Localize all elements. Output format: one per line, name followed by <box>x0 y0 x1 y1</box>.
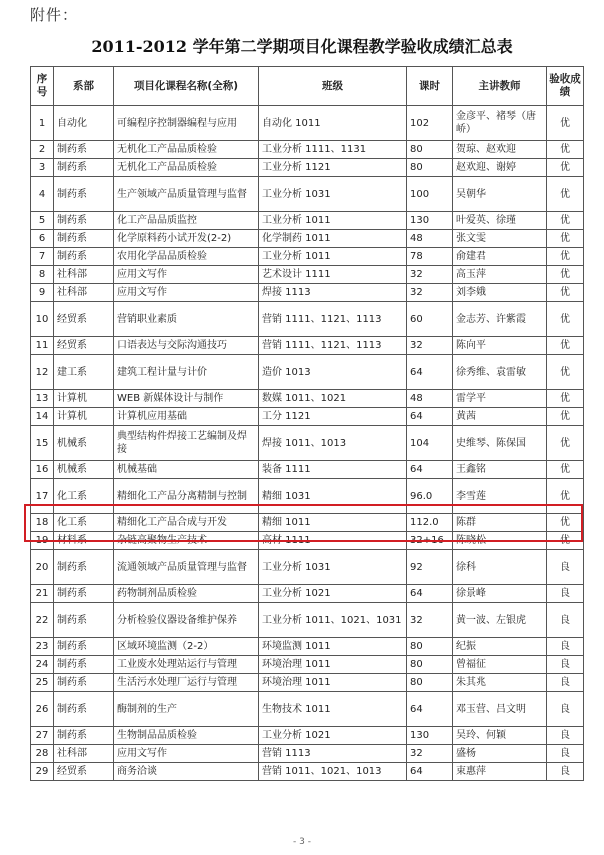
header-hours: 课时 <box>407 67 453 106</box>
header-seq: 序号 <box>31 67 54 106</box>
table-row <box>31 302 584 337</box>
header-dept: 系部 <box>54 67 114 106</box>
cell-class: 工业分析 1121 <box>259 159 407 177</box>
cell-grade: 良 <box>547 763 584 781</box>
cell-hours: 64 <box>407 461 453 479</box>
cell-seq: 19 <box>31 532 54 550</box>
cell-grade: 良 <box>547 550 584 585</box>
cell-teacher: 吴朝华 <box>453 177 547 212</box>
cell-seq: 16 <box>31 461 54 479</box>
table-row <box>31 656 584 674</box>
table-row <box>31 212 584 230</box>
cell-grade: 优 <box>547 390 584 408</box>
cell-class: 工分 1121 <box>259 408 407 426</box>
cell-course: 营销职业素质 <box>114 302 259 337</box>
cell-dept: 社科部 <box>54 266 114 284</box>
header-teacher: 主讲教师 <box>453 67 547 106</box>
cell-hours: 78 <box>407 248 453 266</box>
table-row <box>31 550 584 585</box>
cell-grade: 良 <box>547 727 584 745</box>
cell-course: 商务洽谈 <box>114 763 259 781</box>
cell-dept: 机械系 <box>54 461 114 479</box>
cell-grade: 良 <box>547 745 584 763</box>
cell-seq: 14 <box>31 408 54 426</box>
cell-seq: 28 <box>31 745 54 763</box>
table-header-row <box>31 67 584 106</box>
cell-course: 分析检验仪器设备维护保养 <box>114 603 259 638</box>
cell-grade: 优 <box>547 302 584 337</box>
cell-class: 工业分析 1111、1131 <box>259 141 407 159</box>
cell-grade: 优 <box>547 337 584 355</box>
cell-teacher: 李雪莲 <box>453 479 547 514</box>
cell-grade: 优 <box>547 141 584 159</box>
cell-teacher: 陈晓松 <box>453 532 547 550</box>
cell-course: 农用化学品品质检验 <box>114 248 259 266</box>
cell-dept: 社科部 <box>54 284 114 302</box>
table-row <box>31 426 584 461</box>
cell-dept: 经贸系 <box>54 302 114 337</box>
cell-hours: 64 <box>407 763 453 781</box>
cell-course: WEB 新媒体设计与制作 <box>114 390 259 408</box>
cell-seq: 1 <box>31 106 54 141</box>
cell-teacher: 叶爱英、徐瑾 <box>453 212 547 230</box>
cell-hours: 48 <box>407 390 453 408</box>
cell-seq: 10 <box>31 302 54 337</box>
table-row <box>31 337 584 355</box>
cell-hours: 130 <box>407 727 453 745</box>
header-class: 班级 <box>259 67 407 106</box>
cell-class: 工业分析 1031 <box>259 550 407 585</box>
cell-hours: 80 <box>407 674 453 692</box>
cell-grade: 优 <box>547 408 584 426</box>
cell-dept: 经贸系 <box>54 337 114 355</box>
cell-class: 焊接 1011、1013 <box>259 426 407 461</box>
cell-course: 酶制剂的生产 <box>114 692 259 727</box>
table-row <box>31 638 584 656</box>
cell-hours: 32 <box>407 337 453 355</box>
cell-class: 营销 1113 <box>259 745 407 763</box>
cell-teacher: 高玉萍 <box>453 266 547 284</box>
cell-hours: 80 <box>407 141 453 159</box>
cell-dept: 制药系 <box>54 692 114 727</box>
cell-grade: 优 <box>547 106 584 141</box>
cell-teacher: 吴玲、何颖 <box>453 727 547 745</box>
cell-seq: 5 <box>31 212 54 230</box>
cell-hours: 80 <box>407 656 453 674</box>
cell-teacher: 徐景峰 <box>453 585 547 603</box>
cell-dept: 经贸系 <box>54 763 114 781</box>
cell-course: 精细化工产品合成与开发 <box>114 514 259 532</box>
cell-dept: 化工系 <box>54 514 114 532</box>
cell-hours: 64 <box>407 692 453 727</box>
cell-teacher: 黄一波、左银虎 <box>453 603 547 638</box>
cell-grade: 优 <box>547 177 584 212</box>
cell-dept: 制药系 <box>54 212 114 230</box>
cell-dept: 制药系 <box>54 159 114 177</box>
cell-course: 药物制剂品质检验 <box>114 585 259 603</box>
cell-dept: 制药系 <box>54 230 114 248</box>
cell-class: 环境治理 1011 <box>259 656 407 674</box>
cell-seq: 11 <box>31 337 54 355</box>
cell-class: 环境监测 1011 <box>259 638 407 656</box>
cell-class: 环境治理 1011 <box>259 674 407 692</box>
grades-summary-table <box>30 66 584 781</box>
cell-hours: 80 <box>407 638 453 656</box>
cell-hours: 32 <box>407 266 453 284</box>
cell-seq: 7 <box>31 248 54 266</box>
cell-teacher: 张文雯 <box>453 230 547 248</box>
cell-grade: 优 <box>547 461 584 479</box>
table-row <box>31 106 584 141</box>
cell-class: 自动化 1011 <box>259 106 407 141</box>
cell-class: 营销 1111、1121、1113 <box>259 337 407 355</box>
table-row <box>31 727 584 745</box>
cell-dept: 制药系 <box>54 585 114 603</box>
cell-seq: 12 <box>31 355 54 390</box>
cell-teacher: 俞建君 <box>453 248 547 266</box>
cell-course: 应用文写作 <box>114 284 259 302</box>
cell-dept: 制药系 <box>54 141 114 159</box>
cell-course: 精细化工产品分离精制与控制 <box>114 479 259 514</box>
cell-dept: 制药系 <box>54 177 114 212</box>
table-row <box>31 230 584 248</box>
table-row <box>31 692 584 727</box>
cell-course: 化学原料药小试开发(2-2) <box>114 230 259 248</box>
cell-teacher: 邓玉营、吕文明 <box>453 692 547 727</box>
table-row <box>31 763 584 781</box>
cell-teacher: 陈向平 <box>453 337 547 355</box>
cell-teacher: 徐科 <box>453 550 547 585</box>
cell-hours: 130 <box>407 212 453 230</box>
cell-hours: 32+16 <box>407 532 453 550</box>
cell-class: 化学制药 1011 <box>259 230 407 248</box>
cell-hours: 100 <box>407 177 453 212</box>
cell-grade: 优 <box>547 266 584 284</box>
cell-seq: 2 <box>31 141 54 159</box>
table-row <box>31 159 584 177</box>
cell-hours: 64 <box>407 355 453 390</box>
table-row <box>31 248 584 266</box>
cell-dept: 制药系 <box>54 603 114 638</box>
cell-dept: 材料系 <box>54 532 114 550</box>
cell-hours: 32 <box>407 603 453 638</box>
cell-seq: 13 <box>31 390 54 408</box>
cell-course: 无机化工产品品质检验 <box>114 141 259 159</box>
attachment-label: 附件： <box>30 6 79 24</box>
cell-class: 工业分析 1011 <box>259 212 407 230</box>
cell-class: 高材 1111 <box>259 532 407 550</box>
cell-dept: 化工系 <box>54 479 114 514</box>
cell-seq: 4 <box>31 177 54 212</box>
cell-hours: 64 <box>407 408 453 426</box>
cell-grade: 优 <box>547 230 584 248</box>
cell-teacher: 贺琼、赵欢迎 <box>453 141 547 159</box>
cell-hours: 32 <box>407 745 453 763</box>
cell-seq: 17 <box>31 479 54 514</box>
table-row <box>31 674 584 692</box>
cell-class: 营销 1011、1021、1013 <box>259 763 407 781</box>
cell-hours: 96.0 <box>407 479 453 514</box>
cell-seq: 25 <box>31 674 54 692</box>
table-row <box>31 284 584 302</box>
cell-grade: 良 <box>547 692 584 727</box>
cell-hours: 92 <box>407 550 453 585</box>
cell-course: 流通领域产品质量管理与监督 <box>114 550 259 585</box>
cell-seq: 18 <box>31 514 54 532</box>
cell-teacher: 雷学平 <box>453 390 547 408</box>
cell-teacher: 赵欢迎、谢婷 <box>453 159 547 177</box>
cell-grade: 优 <box>547 212 584 230</box>
cell-seq: 20 <box>31 550 54 585</box>
cell-grade: 良 <box>547 674 584 692</box>
cell-class: 艺术设计 1111 <box>259 266 407 284</box>
cell-dept: 计算机 <box>54 390 114 408</box>
table-row <box>31 479 584 514</box>
table-row <box>31 745 584 763</box>
cell-course: 机械基础 <box>114 461 259 479</box>
cell-course: 生活污水处理厂运行与管理 <box>114 674 259 692</box>
cell-class: 造价 1013 <box>259 355 407 390</box>
cell-dept: 机械系 <box>54 426 114 461</box>
cell-hours: 32 <box>407 284 453 302</box>
cell-seq: 24 <box>31 656 54 674</box>
cell-seq: 3 <box>31 159 54 177</box>
cell-hours: 64 <box>407 585 453 603</box>
cell-teacher: 黄茜 <box>453 408 547 426</box>
table-row <box>31 514 584 532</box>
cell-dept: 计算机 <box>54 408 114 426</box>
cell-teacher: 束惠萍 <box>453 763 547 781</box>
cell-hours: 60 <box>407 302 453 337</box>
cell-hours: 80 <box>407 159 453 177</box>
cell-hours: 48 <box>407 230 453 248</box>
table-row <box>31 355 584 390</box>
cell-grade: 良 <box>547 656 584 674</box>
cell-grade: 优 <box>547 426 584 461</box>
cell-course: 口语表达与交际沟通技巧 <box>114 337 259 355</box>
cell-teacher: 刘李娥 <box>453 284 547 302</box>
cell-course: 应用文写作 <box>114 266 259 284</box>
cell-course: 生产领域产品质量管理与监督 <box>114 177 259 212</box>
cell-teacher: 陈群 <box>453 514 547 532</box>
cell-teacher: 史维琴、陈保国 <box>453 426 547 461</box>
cell-teacher: 金彦平、褚琴（唐峤） <box>453 106 547 141</box>
cell-teacher: 纪振 <box>453 638 547 656</box>
cell-grade: 优 <box>547 355 584 390</box>
cell-course: 可编程序控制器编程与应用 <box>114 106 259 141</box>
cell-teacher: 曾福征 <box>453 656 547 674</box>
table-row <box>31 408 584 426</box>
document-title: 2011-2012 学年第二学期项目化课程教学验收成绩汇总表 <box>91 37 513 56</box>
cell-dept: 制药系 <box>54 727 114 745</box>
cell-class: 焊接 1113 <box>259 284 407 302</box>
cell-class: 工业分析 1021 <box>259 585 407 603</box>
cell-teacher: 金志芳、许紫霞 <box>453 302 547 337</box>
cell-course: 建筑工程计量与计价 <box>114 355 259 390</box>
header-grade: 验收成绩 <box>547 67 584 106</box>
table-row <box>31 603 584 638</box>
page-number: - 3 - <box>293 837 311 847</box>
cell-grade: 优 <box>547 479 584 514</box>
cell-hours: 102 <box>407 106 453 141</box>
cell-class: 工业分析 1021 <box>259 727 407 745</box>
cell-seq: 27 <box>31 727 54 745</box>
table-row <box>31 177 584 212</box>
cell-dept: 自动化 <box>54 106 114 141</box>
cell-dept: 制药系 <box>54 674 114 692</box>
cell-class: 工业分析 1011 <box>259 248 407 266</box>
cell-seq: 15 <box>31 426 54 461</box>
cell-teacher: 王鑫铭 <box>453 461 547 479</box>
table-row <box>31 266 584 284</box>
cell-course: 无机化工产品品质检验 <box>114 159 259 177</box>
cell-hours: 104 <box>407 426 453 461</box>
cell-seq: 9 <box>31 284 54 302</box>
cell-course: 工业废水处理站运行与管理 <box>114 656 259 674</box>
cell-course: 区域环境监测（2-2） <box>114 638 259 656</box>
cell-seq: 22 <box>31 603 54 638</box>
table-row <box>31 532 584 550</box>
cell-class: 装备 1111 <box>259 461 407 479</box>
cell-grade: 优 <box>547 284 584 302</box>
cell-course: 杂链高聚物生产技术 <box>114 532 259 550</box>
cell-teacher: 徐秀维、袁雷敏 <box>453 355 547 390</box>
cell-seq: 23 <box>31 638 54 656</box>
cell-dept: 社科部 <box>54 745 114 763</box>
header-course: 项目化课程名称(全称) <box>114 67 259 106</box>
cell-class: 数媒 1011、1021 <box>259 390 407 408</box>
cell-seq: 21 <box>31 585 54 603</box>
cell-grade: 优 <box>547 532 584 550</box>
cell-teacher: 盛杨 <box>453 745 547 763</box>
table-row <box>31 461 584 479</box>
cell-dept: 制药系 <box>54 638 114 656</box>
cell-class: 工业分析 1031 <box>259 177 407 212</box>
cell-teacher: 朱其兆 <box>453 674 547 692</box>
cell-grade: 优 <box>547 514 584 532</box>
cell-hours: 112.0 <box>407 514 453 532</box>
cell-dept: 建工系 <box>54 355 114 390</box>
cell-seq: 8 <box>31 266 54 284</box>
cell-dept: 制药系 <box>54 248 114 266</box>
cell-course: 计算机应用基础 <box>114 408 259 426</box>
cell-course: 生物制品品质检验 <box>114 727 259 745</box>
cell-seq: 26 <box>31 692 54 727</box>
cell-class: 精细 1011 <box>259 514 407 532</box>
cell-grade: 良 <box>547 603 584 638</box>
cell-class: 营销 1111、1121、1113 <box>259 302 407 337</box>
cell-grade: 良 <box>547 585 584 603</box>
table-row <box>31 585 584 603</box>
cell-seq: 29 <box>31 763 54 781</box>
cell-grade: 优 <box>547 159 584 177</box>
cell-dept: 制药系 <box>54 550 114 585</box>
cell-seq: 6 <box>31 230 54 248</box>
cell-grade: 良 <box>547 638 584 656</box>
table-body <box>31 106 584 781</box>
cell-course: 化工产品品质监控 <box>114 212 259 230</box>
cell-class: 工业分析 1011、1021、1031 <box>259 603 407 638</box>
table-row <box>31 141 584 159</box>
cell-course: 典型结构件焊接工艺编制及焊接 <box>114 426 259 461</box>
table-row <box>31 390 584 408</box>
cell-dept: 制药系 <box>54 656 114 674</box>
cell-class: 精细 1031 <box>259 479 407 514</box>
cell-class: 生物技术 1011 <box>259 692 407 727</box>
cell-grade: 优 <box>547 248 584 266</box>
cell-course: 应用文写作 <box>114 745 259 763</box>
